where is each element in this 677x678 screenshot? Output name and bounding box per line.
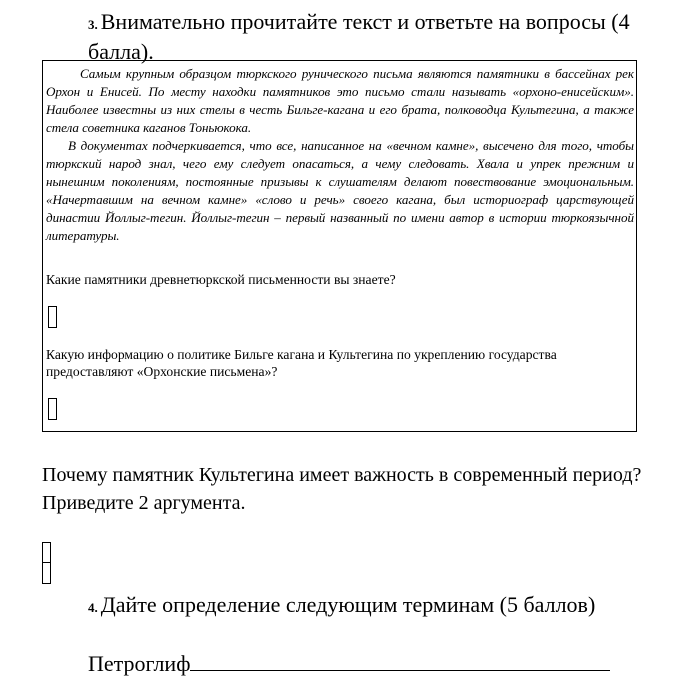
term-label: Петроглиф: [88, 651, 191, 676]
term-petroglyph: [88, 650, 610, 678]
text-paragraph-1: Самым крупным образцом тюркского рунического письма являются памятники в бассейнах рек Орхон и Енисей. По месту находки памятников это письмо стали называть «орхоно-енисейским». Наиболее известны из них стелы в честь Бильге-кагана и его брата, полководца Культегина, а также стела советника каганов Тоньюкока.: [46, 66, 634, 135]
term-answer-line[interactable]: [190, 650, 610, 671]
answer-field-3[interactable]: [42, 542, 51, 584]
answer-field-1[interactable]: [48, 306, 57, 328]
question-3: Почему памятник Культегина имеет важность в современный период? Приведите 2 аргумента.: [42, 464, 642, 514]
text-paragraph-2: В документах подчеркивается, что все, написанное на «вечном камне», высечено для того, чтобы тюркский народ знал, чего ему следует опасаться, а чему следовать. Хвала и упрек прежним и нынешним поколениям, постоянные призывы к слушателям делают повествование эмоциональным. «Начертавшим на вечном камне» «слово и речь» своего кагана, был историограф царствующей династии Йоллыг-тегин. Йоллыг-тегин – первый названный по имени автор в истории тюркоязычной литературы.: [46, 138, 634, 243]
task4-number: 4.: [88, 600, 98, 615]
question-1: Какие памятники древнетюркской письменности вы знаете?: [46, 272, 396, 287]
task3-heading-text: Внимательно прочитайте текст и ответьте на вопросы (4 балла).: [88, 9, 630, 64]
task4-heading-text: Дайте определение следующим терминам (5 баллов): [100, 592, 596, 617]
answer-field-2[interactable]: [48, 398, 57, 420]
task3-heading: [88, 8, 658, 65]
task3-number: 3.: [88, 17, 98, 32]
question-2: Какую информацию о политике Бильге кагана и Культегина по укреплению государства предоставляют «Орхонские письмена»?: [46, 347, 557, 379]
reading-text-box: [42, 60, 637, 432]
task4-heading: [88, 590, 648, 622]
